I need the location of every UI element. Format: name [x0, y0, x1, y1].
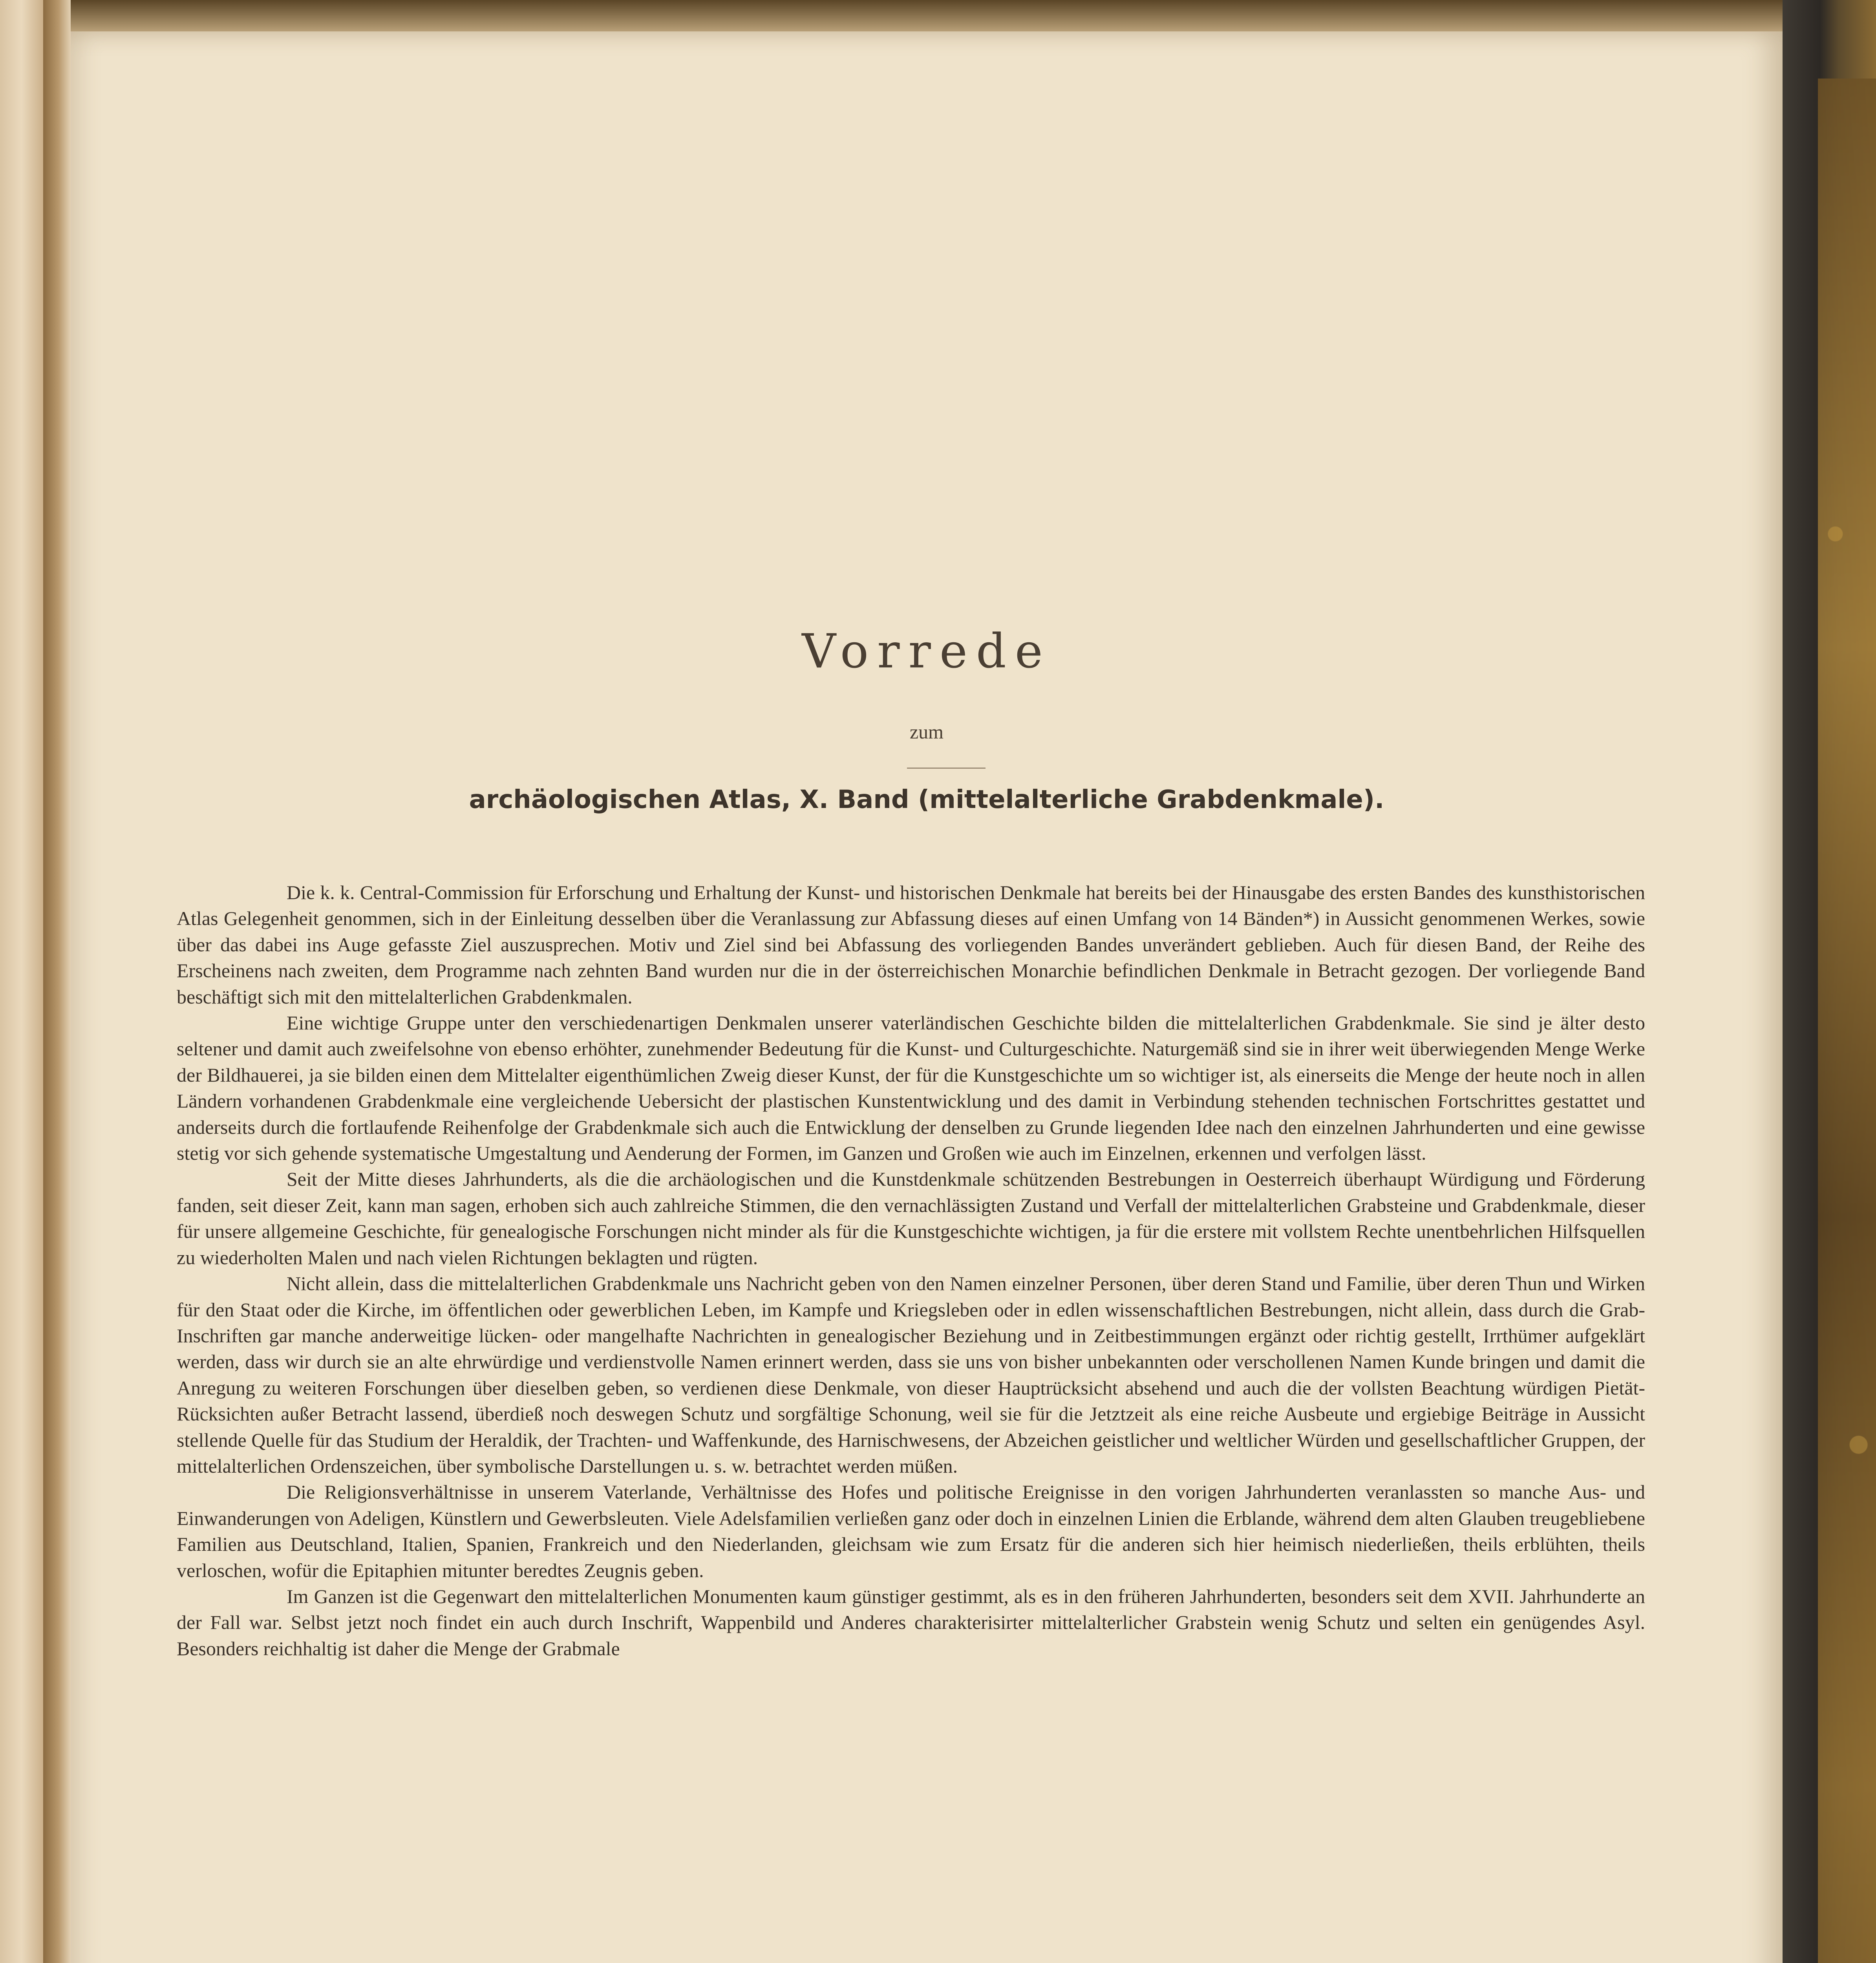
- page-subtitle: archäologischen Atlas, X. Band (mittelalterliche Grabdenkmale).: [469, 785, 1384, 814]
- previous-page-edge: [0, 0, 43, 1963]
- page-top-edge: [71, 0, 1783, 31]
- paragraph: Im Ganzen ist die Gegenwart den mittelalterlichen Monumenten kaum günstiger gestimmt, als es in den früheren Jahrhunderten, besonders seit dem XVII. Jahrhunderte an der Fall war. Selbst jetzt noch findet ein auch durch Inschrift, Wappenbild und Anderes charakterisirter mittelalterlicher Grabstein wenig Schutz und selten ein genügendes Asyl. Besonders reichhaltig ist daher die Menge der Grabmale: [177, 1585, 1645, 1660]
- page-title: Vorrede: [802, 624, 1051, 679]
- title-divider: [907, 768, 986, 769]
- body-text: [177, 879, 1645, 1661]
- paragraph: Die Religionsverhältnisse in unserem Vaterlande, Verhältnisse des Hofes und politische Ereignisse in den vorigen Jahrhunderten veranlassten so manche Aus- und Einwanderungen von Adeligen, Künstlern und Gewerbsleuten. Viele Adelsfamilien verließen ganz oder doch in einzelnen Linien die Erblande, während dem alten Glauben treugebliebene Familien aus Deutschland, Italien, Spanien, Frankreich und den Niederlanden, gleichsam wie zum Ersatz für die anderen sich hier heimisch niederließen, theils erblühten, theils verloschen, wofür die Epitaphien mitunter beredtes Zeugnis geben.: [177, 1481, 1645, 1581]
- paragraph: Nicht allein, dass die mittelalterlichen Grabdenkmale uns Nachricht geben von den Namen einzelner Personen, über deren Stand und Familie, über deren Thun und Wirken für den Staat oder die Kirche, im öffentlichen oder gewerblichen Leben, im Kampfe und Kriegsleben oder in edlen wissenschaftlichen Bestrebungen, nicht allein, dass durch die Grab-Inschriften gar manche anderweitige lücken- oder mangelhafte Nachrichten in genealogischer Beziehung und in Zeitbestimmungen ergänzt oder richtig gestellt, Irrthümer aufgeklärt werden, dass wir durch sie an alte ehrwürdige und verdienstvolle Namen erinnert werden, dass sie uns von bisher unbekannten oder verschollenen Namen Kunde bringen und damit die Anregung zu weiteren Forschungen über dieselben geben, so verdienen diese Denkmale, von dieser Hauptrücksicht absehend und auch die der vollsten Beachtung würdigen Pietät-Rücksichten außer Betracht lassend, überdieß noch deswegen Schutz und sorgfältige Schonung, weil sie für die Jetztzeit als eine reiche Ausbeute und ergiebige Beiträge in Aussicht stellende Quelle für das Studium der Heraldik, der Trachten- und Waffenkunde, des Harnischwesens, der Abzeichen geistlicher und weltlicher Würden und gesellschaftlicher Gruppen, der mittelalterlichen Ordenszeichen, über symbolische Darstellungen u. s. w. betrachtet werden müßen.: [177, 1272, 1645, 1477]
- paragraph: Eine wichtige Gruppe unter den verschiedenartigen Denkmalen unserer vaterländischen Geschichte bilden die mittelalterlichen Grabdenkmale. Sie sind je älter desto seltener und damit auch zweifelsohne von ebenso erhöhter, zunehmender Bedeutung für die Kunst- und Culturgeschichte. Naturgemäß sind sie in ihrer weit überwiegenden Menge Werke der Bildhauerei, ja sie bilden einen dem Mittelalter eigenthümlichen Zweig dieser Kunst, der für die Kunstgeschichte um so wichtiger ist, als einerseits die Menge der heute noch in allen Ländern vorhandenen Grabdenkmale eine vergleichende Uebersicht der plastischen Kunstentwicklung und des damit in Verbindung stehenden technischen Fortschrittes gestattet und anderseits durch die fortlaufende Reihenfolge der Grabdenkmale sich auch die Entwicklung der denselben zu Grunde liegenden Idee nach den einzelnen Jahrhunderten und eine gewisse stetig vor sich gehende systematische Umgestaltung und Aenderung der Formen, im Ganzen und Großen wie auch im Einzelnen, erkennen und verfolgen lässt.: [177, 1012, 1645, 1164]
- paragraph: Seit der Mitte dieses Jahrhunderts, als die die archäologischen und die Kunstdenkmale schützenden Bestrebungen in Oesterreich überhaupt Würdigung und Förderung fanden, seit dieser Zeit, kann man sagen, erhoben sich auch zahlreiche Stimmen, die den vernachlässigten Zustand und Verfall der mittelalterlichen Grabsteine und Grabdenkmale, dieser für unsere allgemeine Geschichte, für genealogische Forschungen nicht minder als für die Kunstgeschichte wichtigen, ja für die erstere mit vollstem Rechte unentbehrlichen Hilfsquellen zu wiederholten Malen und nach vielen Richtungen beklagten und rügten.: [177, 1168, 1645, 1268]
- paragraph: Die k. k. Central-Commission für Erforschung und Erhaltung der Kunst- und historischen Denkmale hat bereits bei der Hinausgabe des ersten Bandes des kunsthistorischen Atlas Gelegenheit genommen, sich in der Einleitung desselben über die Veranlassung zur Abfassung dieses auf einen Umfang von 14 Bänden*) in Aussicht genommenen Werkes, sowie über das dabei ins Auge gefasste Ziel auszusprechen. Motiv und Ziel sind bei Abfassung des vorliegenden Bandes unverändert geblieben. Auch für diesen Band, der Reihe des Erscheinens nach zweiten, dem Programme nach zehnten Band wurden nur die in der österreichischen Monarchie befindlichen Denkmale in Betracht gezogen. Der vorliegende Band beschäftigt sich mit den mittelalterlichen Grabdenkmalen.: [177, 881, 1645, 1008]
- book-gutter: [43, 0, 71, 1963]
- document-page: [71, 31, 1783, 1963]
- marbled-cover: [1818, 79, 1876, 1963]
- title-preposition: zum: [909, 721, 944, 743]
